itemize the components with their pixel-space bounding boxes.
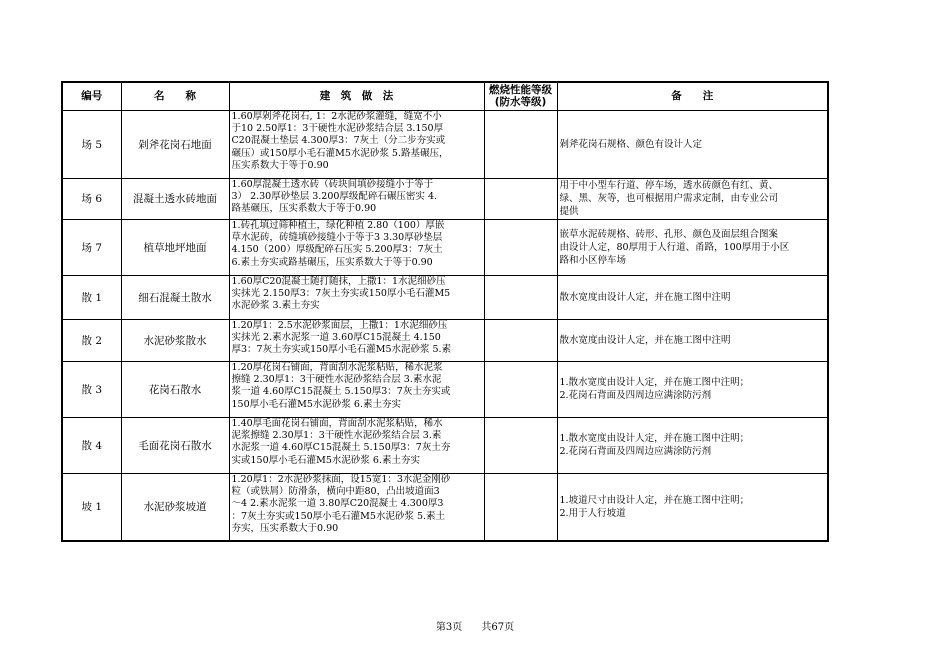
- note-line: 路和小区停车场: [559, 254, 627, 266]
- table-row: [62, 361, 828, 417]
- note-line: 1.坡道尺寸由设计人定，并在施工图中注明；: [559, 494, 750, 506]
- row-method: [229, 219, 484, 275]
- row-name: 剁斧花岗石地面: [121, 110, 229, 178]
- method-line: 1.60厚剁斧花岗石, 1：2水泥砂浆灌缝，缝宽不小: [231, 110, 442, 122]
- row-code: 场 7: [62, 219, 121, 275]
- row-note: [557, 275, 828, 319]
- header-name: 名 称: [121, 82, 229, 110]
- method-line: 厚3：7灰土夯实或150厚小毛石灌M5水泥砂浆 5.素: [231, 344, 452, 356]
- row-method: [229, 178, 484, 219]
- row-note: [557, 361, 828, 417]
- construction-table: [61, 81, 829, 542]
- row-code: 散 1: [62, 275, 121, 319]
- method-line: 路基碾压，压实系数大于等于0.90: [231, 203, 377, 215]
- row-name: 水泥砂浆坡道: [121, 473, 229, 541]
- row-method: [229, 319, 484, 361]
- method-line: 水泥浆一道 4.60厚C15混凝土 5.150厚3：7灰土夯: [231, 442, 451, 454]
- row-fire-rating: [484, 275, 557, 319]
- row-method: [229, 417, 484, 473]
- row-code: 场 6: [62, 178, 121, 219]
- method-line: 泥浆擦缝 2.30厚1：3干硬性水泥砂浆结合层 3.素: [231, 429, 442, 441]
- row-code: 散 3: [62, 361, 121, 417]
- row-fire-rating: [484, 219, 557, 275]
- note-line: 用于中小型车行道、停车场，透水砖颜色有红、黄、: [559, 180, 779, 191]
- method-line: 150厚小毛石灌M5水泥砂浆 6.素土夯实: [231, 398, 401, 410]
- header-note: 备 注: [557, 82, 828, 110]
- note-line: 由设计人定，80厚用于人行道、甬路，100厚用于小区: [559, 241, 790, 253]
- method-line: ：7灰土夯实或150厚小毛石灌M5水泥砂浆 5.素土: [231, 510, 446, 522]
- row-name: 毛面花岗石散水: [121, 417, 229, 473]
- row-note: [557, 319, 828, 361]
- method-line: 实或150厚小毛石灌M5水泥砂浆 6.素土夯实: [231, 454, 420, 466]
- note-line: 剁斧花岗石规格、颜色有设计人定: [559, 138, 703, 150]
- table-row: [62, 417, 828, 473]
- row-fire-rating: [484, 417, 557, 473]
- note-line: 散水宽度由设计人定，并在施工图中注明: [559, 291, 731, 303]
- method-line: 实抹光 2.素水泥浆一道 3.60厚C15混凝土 4.150: [231, 331, 441, 343]
- row-method: [229, 110, 484, 178]
- row-code: 散 2: [62, 319, 121, 361]
- note-line: 2.花岗石背面及四周边应满涂防污剂: [559, 390, 712, 401]
- row-name: 混凝土透水砖地面: [121, 178, 229, 219]
- row-code: 场 5: [62, 110, 121, 178]
- method-line: 3） 2.30厚砂垫层 3.200厚级配碎石碾压密实 4.: [231, 190, 438, 202]
- row-fire-rating: [484, 361, 557, 417]
- method-line: 1.20厚花岗石铺面，背面刮水泥浆粘贴，稀水泥浆: [231, 361, 443, 373]
- method-line: 粒（或铁屑）防滑条，横向中距80，凸出坡道面3: [231, 485, 440, 497]
- method-line: 1.20厚1：2.5水泥砂浆面层，上撒1：1水泥细砂压: [231, 319, 448, 331]
- note-line: 提供: [559, 206, 579, 217]
- method-line: 擦缝 2.30厚1：3干硬性水泥砂浆结合层 3.素水泥: [231, 373, 442, 385]
- row-note: [557, 417, 828, 473]
- row-name: 细石混凝土散水: [121, 275, 229, 319]
- method-line: 浆一道 4.60厚C15混凝土 5.150厚3：7灰土夯实或: [231, 386, 451, 398]
- method-line: 1.砖孔填过筛种植土，绿化种植 2.80（100）厚嵌: [231, 219, 445, 231]
- row-fire-rating: [484, 178, 557, 219]
- method-line: 1.60厚C20混凝土随打随抹，上撒1：1水泥细砂压: [231, 275, 446, 287]
- header-fire-line1: 燃烧性能等级: [489, 84, 552, 97]
- method-line: 水泥砂浆 3.素土夯实: [231, 300, 320, 312]
- row-code: 坡 1: [62, 473, 121, 541]
- method-line: 碾压）或150厚小毛石灌M5水泥砂浆 5.路基碾压，: [231, 147, 449, 159]
- header-fire-line2: (防水等级): [494, 96, 547, 109]
- table-body: [62, 110, 828, 541]
- method-line: 压实系数大于等于0.90: [231, 160, 329, 172]
- table-row: [62, 110, 828, 178]
- method-line: 1.40厚毛面花岗石铺面，背面刮水泥浆粘贴，稀水: [231, 417, 443, 429]
- method-line: 实抹光 2.150厚3：7灰土夯实或150厚小毛石灌M5: [231, 287, 451, 299]
- header-method: 建 筑 做 法: [229, 82, 484, 110]
- row-fire-rating: [484, 473, 557, 541]
- row-fire-rating: [484, 110, 557, 178]
- page-number: 第3页: [435, 622, 463, 633]
- note-line: 1.散水宽度由设计人定，并在施工图中注明；: [559, 377, 750, 388]
- note-line: 1.散水宽度由设计人定，并在施工图中注明；: [559, 433, 750, 444]
- table-row: [62, 219, 828, 275]
- table-row: [62, 275, 828, 319]
- table-row: [62, 473, 828, 541]
- page-total: 共67页: [481, 622, 515, 633]
- row-method: [229, 473, 484, 541]
- table-row: [62, 178, 828, 219]
- row-name: 花岗石散水: [121, 361, 229, 417]
- spec-sheet: [61, 81, 827, 542]
- row-name: 水泥砂浆散水: [121, 319, 229, 361]
- row-name: 植草地坪地面: [121, 219, 229, 275]
- row-note: [557, 110, 828, 178]
- row-note: [557, 219, 828, 275]
- method-line: 6.素土夯实或路基碾压，压实系数大于等于0.90: [231, 256, 433, 268]
- method-line: 1.60厚混凝土透水砖（砖块间填砂接缝小于等于: [231, 178, 434, 190]
- page-footer: [0, 618, 950, 633]
- note-line: 2.用于人行坡道: [559, 507, 626, 519]
- method-line: 1.20厚1：2水泥砂浆抹面，设15宽1：3水泥金刚砂: [231, 473, 451, 485]
- header-code: 编号: [62, 82, 121, 110]
- row-method: [229, 361, 484, 417]
- note-line: 散水宽度由设计人定，并在施工图中注明: [559, 334, 731, 346]
- method-line: 于10 2.50厚1：3干硬性水泥砂浆结合层 3.150厚: [231, 122, 444, 134]
- note-line: 2.花岗石背面及四周边应满涂防污剂: [559, 446, 712, 457]
- method-line: 草水泥砖，砖缝填砂接缝小于等于3 3.30厚砂垫层: [231, 231, 443, 243]
- table-row: [62, 319, 828, 361]
- header-fire-rating: [484, 82, 557, 110]
- row-code: 散 4: [62, 417, 121, 473]
- method-line: 4.150（200）厚级配碎石压实 5.200厚3：7灰土: [231, 244, 443, 256]
- method-line: ～4 2.素水泥浆一道 3.80厚C20混凝土 4.300厚3: [231, 498, 444, 510]
- method-line: 夯实，压实系数大于0.90: [231, 523, 339, 535]
- note-line: 嵌草水泥砖规格、砖形、孔形、颜色及面层组合图案: [559, 228, 779, 240]
- row-fire-rating: [484, 319, 557, 361]
- row-note: [557, 473, 828, 541]
- method-line: C20混凝土垫层 4.300厚3：7灰土（分二步夯实或: [231, 135, 446, 147]
- header-row: [62, 82, 828, 110]
- note-line: 绿、黑、灰等，也可根据用户需求定制，由专业公司: [559, 193, 779, 204]
- row-method: [229, 275, 484, 319]
- row-note: [557, 178, 828, 219]
